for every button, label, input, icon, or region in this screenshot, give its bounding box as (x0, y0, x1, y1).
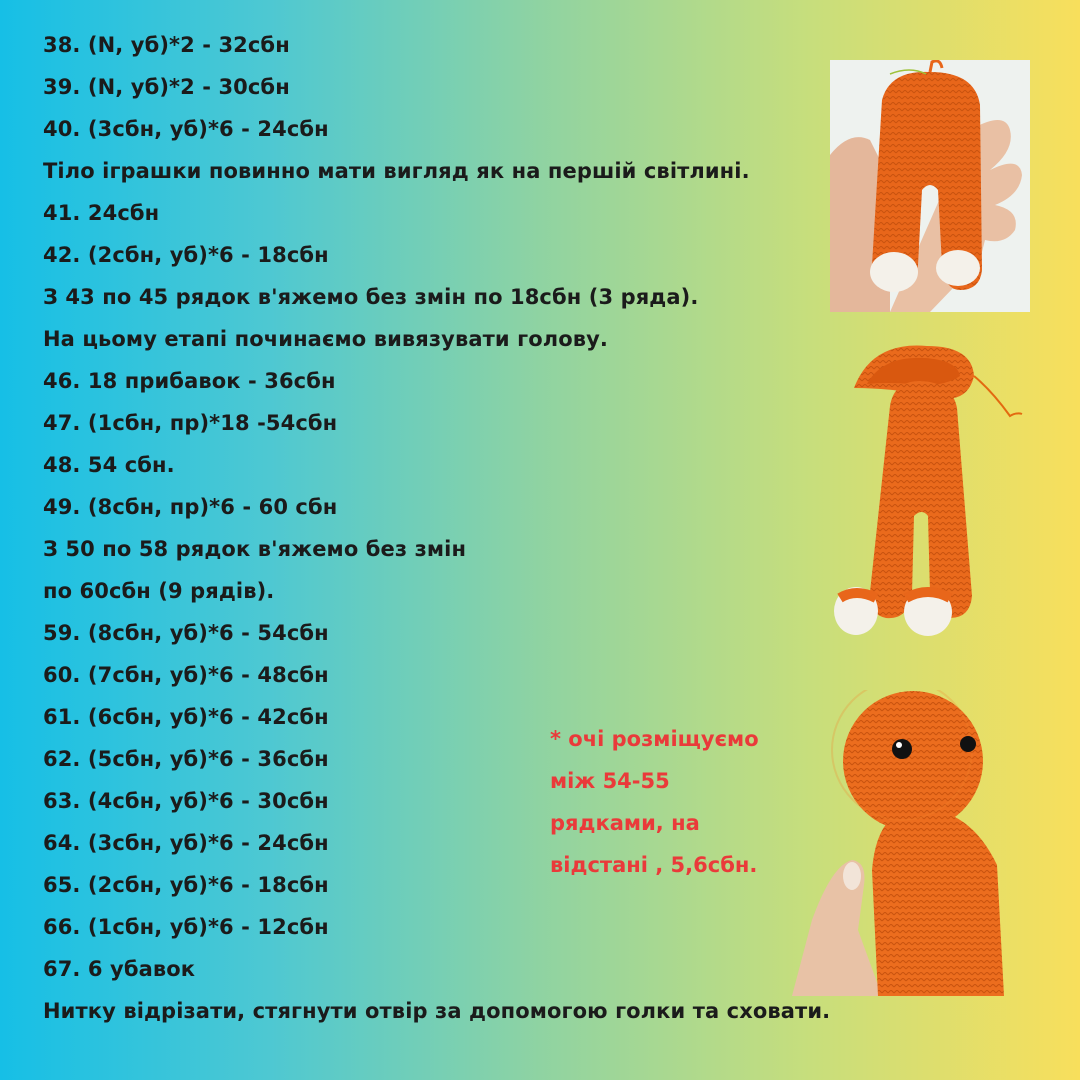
eye-placement-note (550, 718, 810, 886)
instruction-line: 59. (8сбн, уб)*6 - 54сбн (43, 621, 329, 645)
instruction-line: 47. (1сбн, пр)*18 -54сбн (43, 411, 338, 435)
instruction-line: 61. (6сбн, уб)*6 - 42сбн (43, 705, 329, 729)
instruction-line: 64. (3сбн, уб)*6 - 24сбн (43, 831, 329, 855)
instruction-line: Тіло іграшки повинно мати вигляд як на першій світлині. (43, 159, 750, 183)
instruction-line: З 50 по 58 рядок в'яжемо без змін (43, 537, 467, 561)
note-line: рядками, на (550, 811, 700, 835)
instruction-line: 42. (2сбн, уб)*6 - 18сбн (43, 243, 329, 267)
instruction-line: 49. (8сбн, пр)*6 - 60 сбн (43, 495, 338, 519)
instruction-line: 38. (N, уб)*2 - 32сбн (43, 33, 290, 57)
instruction-line: 39. (N, уб)*2 - 30сбн (43, 75, 290, 99)
instruction-line: 67. 6 убавок (43, 957, 196, 981)
instruction-line: 62. (5сбн, уб)*6 - 36сбн (43, 747, 329, 771)
instruction-line: 48. 54 сбн. (43, 453, 175, 477)
note-line: відстані , 5,6сбн. (550, 853, 758, 877)
instruction-line: На цьому етапі починаємо вивязувати голову. (43, 327, 608, 351)
note-line: * очі розміщуємо (550, 727, 759, 751)
instruction-line: 46. 18 прибавок - 36сбн (43, 369, 336, 393)
instruction-line: 40. (3сбн, уб)*6 - 24сбн (43, 117, 329, 141)
instruction-line: 63. (4сбн, уб)*6 - 30сбн (43, 789, 329, 813)
instruction-line: 65. (2сбн, уб)*6 - 18сбн (43, 873, 329, 897)
photo-body-in-hand (830, 60, 1030, 312)
note-line: між 54-55 (550, 769, 670, 793)
instruction-line: 60. (7сбн, уб)*6 - 48сбн (43, 663, 329, 687)
instruction-line: 66. (1сбн, уб)*6 - 12сбн (43, 915, 329, 939)
instruction-line: З 43 по 45 рядок в'яжемо без змін по 18сбн (3 ряда). (43, 285, 699, 309)
photo-body-head-start (832, 336, 1032, 644)
photo-finished-head (792, 690, 1012, 996)
instruction-line: по 60сбн (9 рядів). (43, 579, 275, 603)
instruction-line: Нитку відрізати, стягнути отвір за допомогою голки та сховати. (43, 999, 831, 1023)
instruction-line: 41. 24сбн (43, 201, 160, 225)
